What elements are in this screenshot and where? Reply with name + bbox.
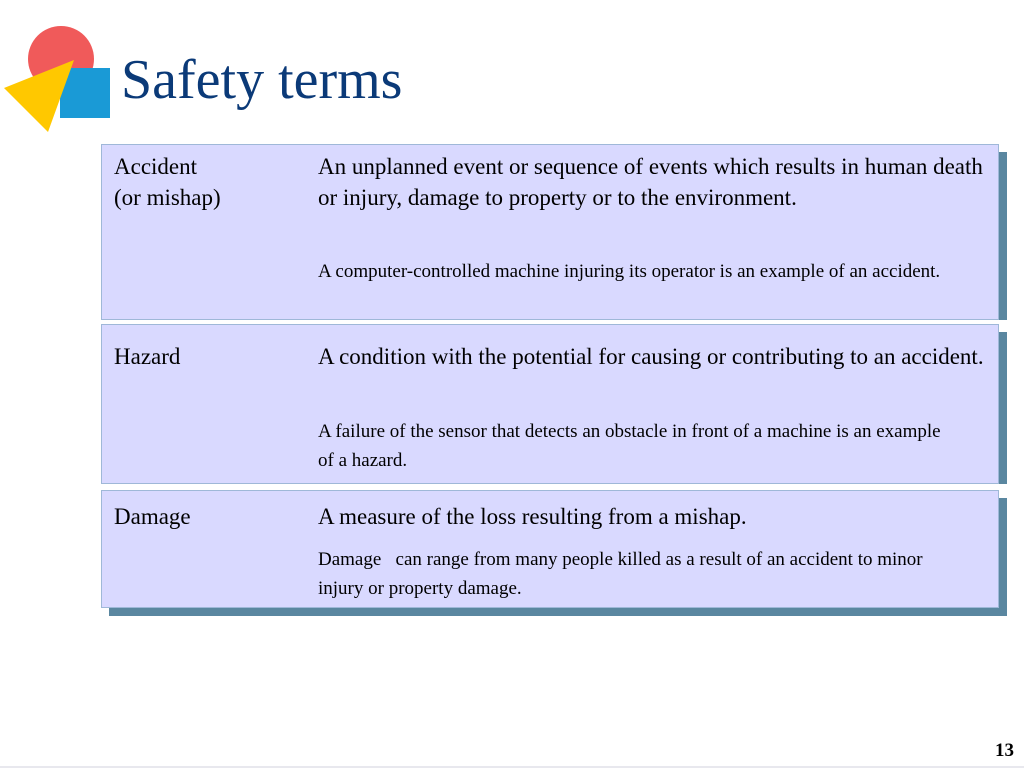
term-example: A failure of the sensor that detects an obstacle in front of a machine is an example of a hazard. [318,421,941,471]
term-row-hazard [101,324,999,484]
slide-logo [0,0,120,140]
term-definition: A condition with the potential for causing or contributing to an accident. [318,344,984,369]
term-row-accident [101,144,999,320]
term-label: Damage [114,504,191,529]
term-row-damage [101,490,999,608]
term-example: A computer-controlled machine injuring its operator is an example of an accident. [318,261,941,282]
slide-title: Safety terms [121,49,403,111]
term-definition: An unplanned event or sequence of events which results in human death or injury, damage to property or to the environment. [318,154,983,210]
term-definition: A measure of the loss resulting from a mishap. [318,504,747,529]
term-label: Hazard [114,344,181,369]
term-label: Accident (or mishap) [114,154,221,210]
term-example: Damage can range from many people killed as a result of an accident to minor injury or property damage. [318,549,928,599]
page-number: 13 [995,740,1014,761]
